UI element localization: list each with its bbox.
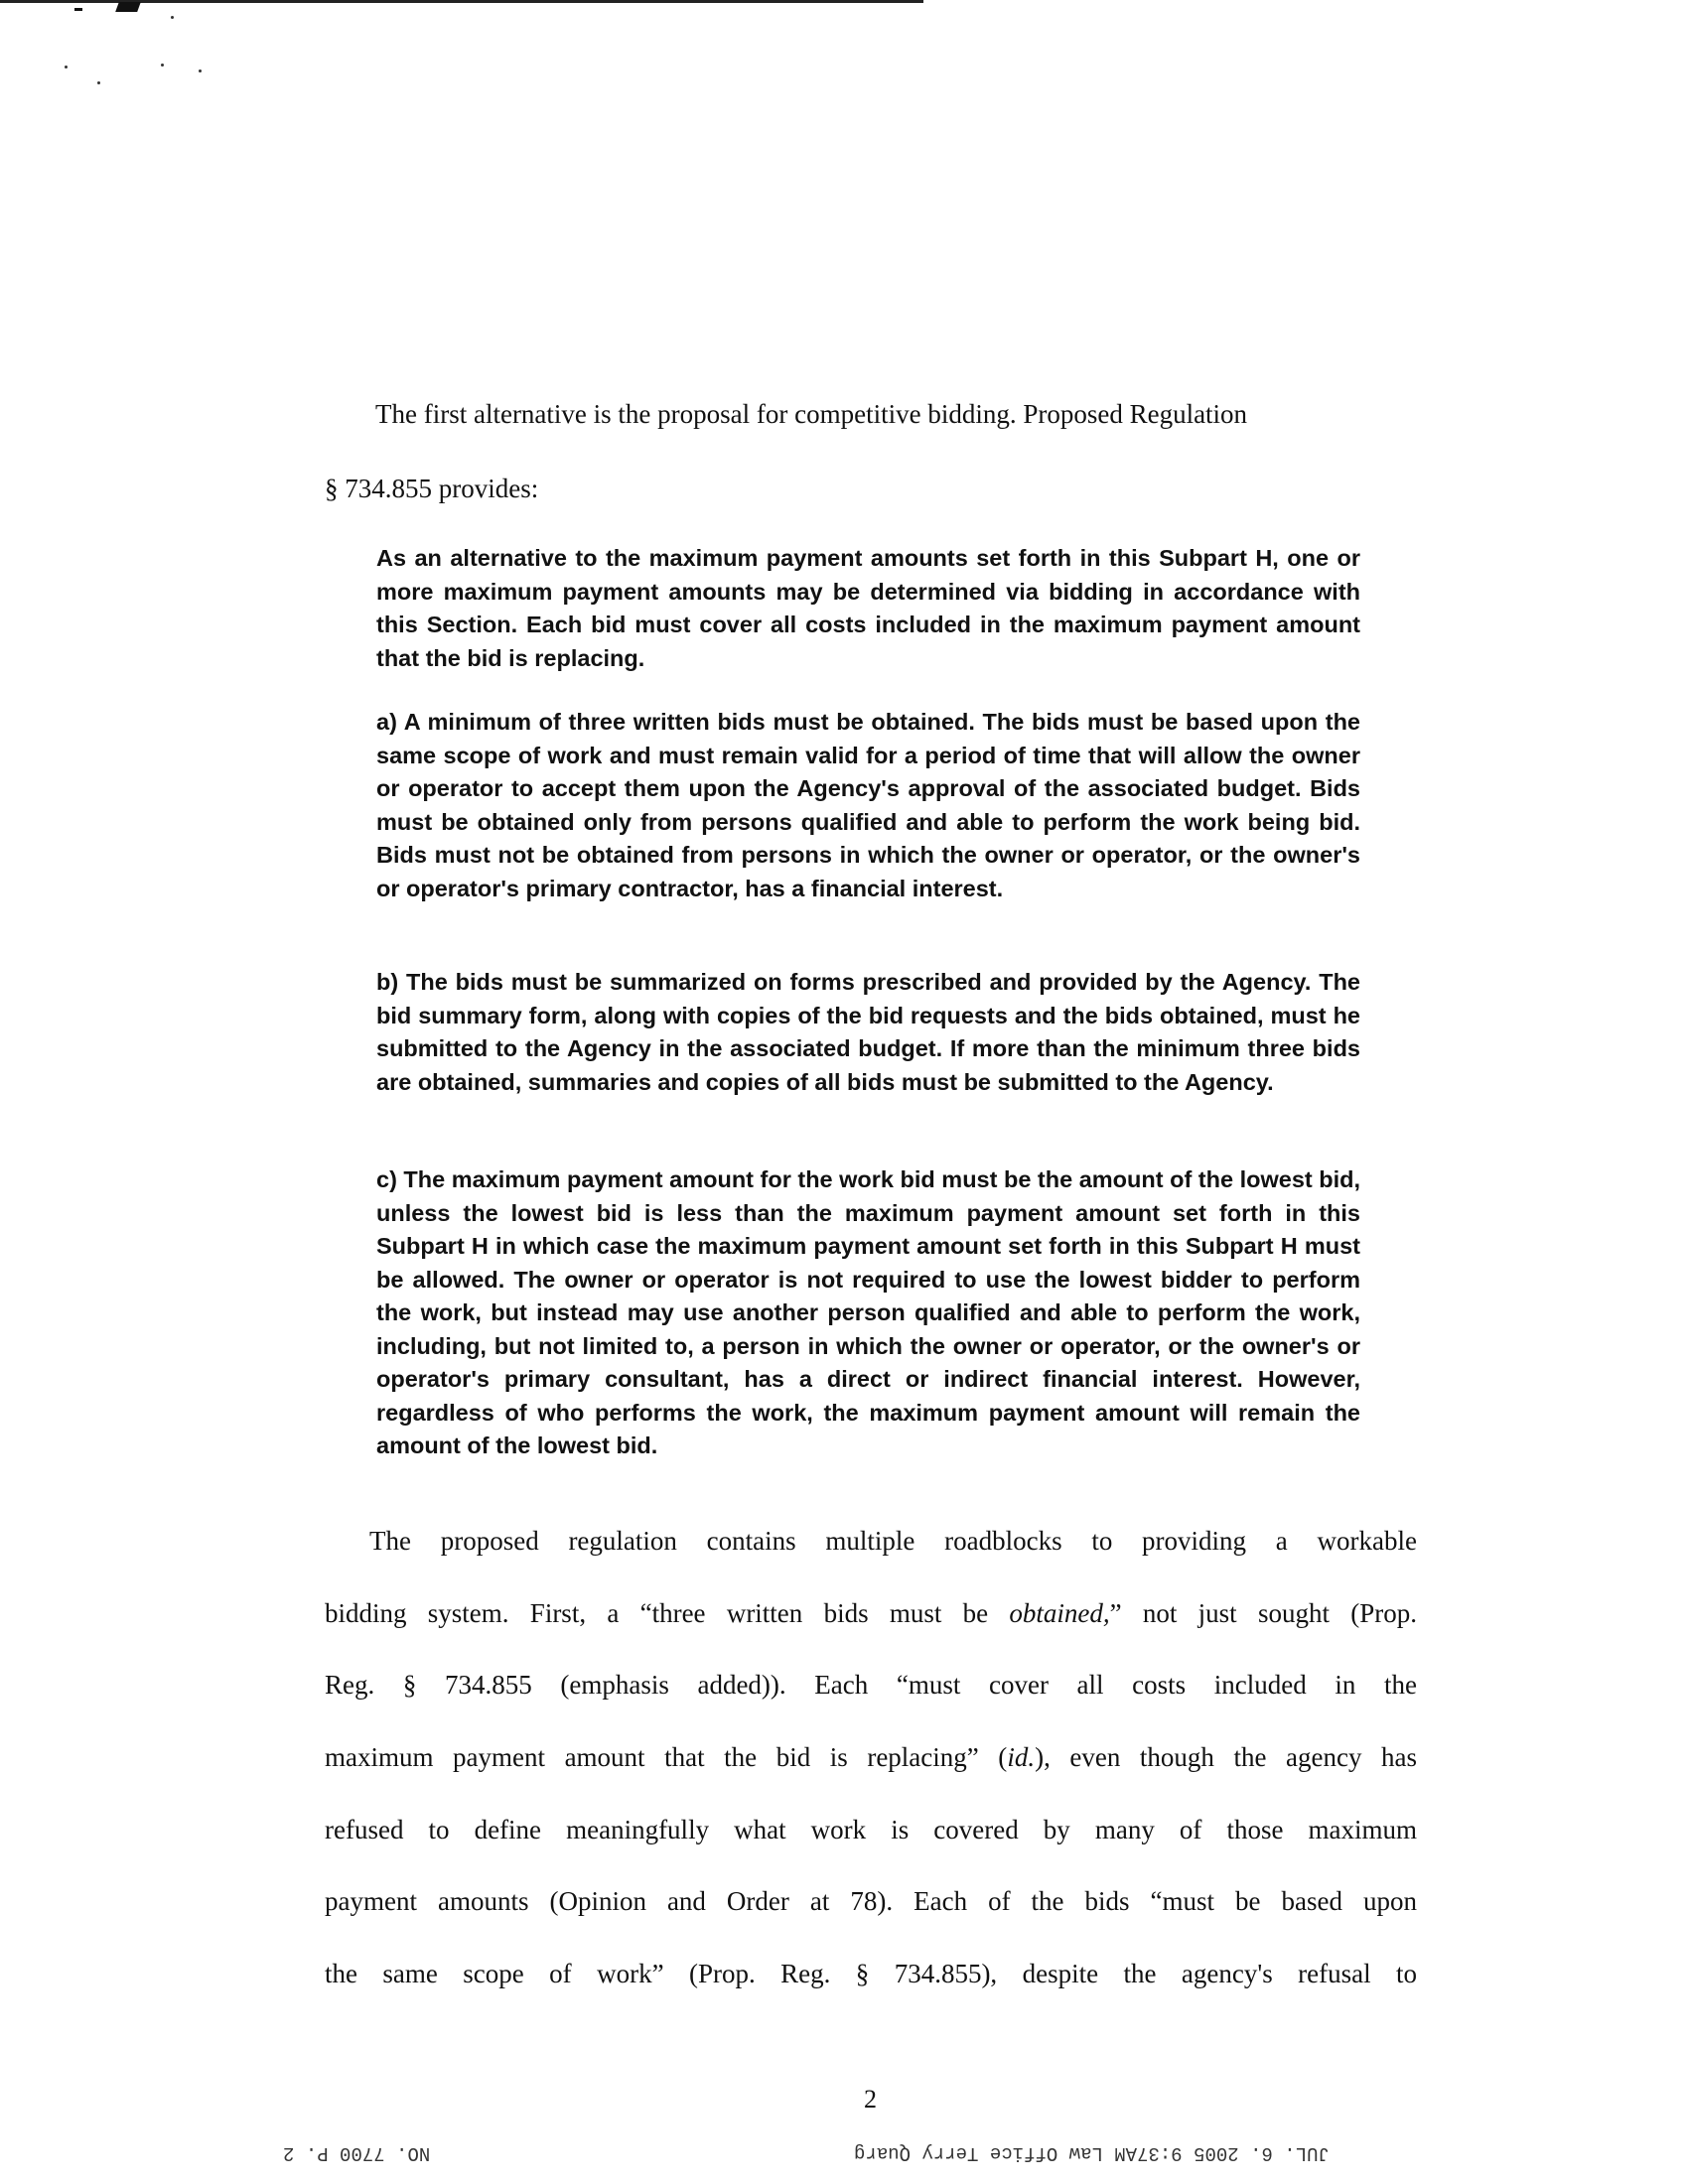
regulation-quote-item-b <box>376 966 1360 1099</box>
scan-artifact <box>161 64 164 67</box>
body-line <box>325 1598 1417 1629</box>
scan-artifact <box>171 16 174 19</box>
body-line: refused to define meaningfully what work is covered by many of those maximum <box>325 1815 1417 1844</box>
quote-paragraph: c) The maximum payment amount for the work bid must be the amount of the lowest bid, unless the lowest bid is less than the maximum payment amount set forth in this Subpart H in which case the maximum payment amount set forth in this Subpart H must be allowed. The owner or operator is not required to use the lowest bidder to perform the work, but instead may use another person qualified and able to perform the work, including, but not limited to, a person in which the owner or operator, or the owner's or operator's primary consultant, has a direct or indirect financial interest. However, regardless of who performs the work, the maximum payment amount will remain the amount of the lowest bid. <box>376 1166 1361 1458</box>
scan-artifact <box>97 81 100 84</box>
regulation-quote <box>376 542 1360 675</box>
intro-line: The first alternative is the proposal for competitive bidding. Proposed Regulation <box>375 399 1248 429</box>
page-number: 2 <box>864 2085 877 2114</box>
quote-paragraph: As an alternative to the maximum payment amounts set forth in this Subpart H, one or more maximum payment amounts may be determined via bidding in accordance with this Section. Each bid must cover all costs included in the maximum payment amount that the bid is replacing. <box>376 545 1360 671</box>
fax-header-page-number: NO. 7700 P. 2 <box>283 2142 431 2164</box>
intro-line-citation: § 734.855 provides: <box>325 474 539 503</box>
regulation-quote-item-c <box>376 1163 1360 1463</box>
body-text: ), even though the agency has <box>1035 1742 1417 1772</box>
scan-artifact <box>115 2 141 12</box>
scan-artifact <box>74 8 82 11</box>
body-line: The proposed regulation contains multiple roadblocks to providing a workable <box>369 1526 1417 1556</box>
body-text: maximum payment amount that the bid is replacing” ( <box>325 1742 1008 1772</box>
fax-header-sender: JUL. 6. 2005 9:37AM Law Office Terry Quarg <box>854 2142 1330 2164</box>
quote-paragraph: b) The bids must be summarized on forms prescribed and provided by the Agency. The bid summary form, along with copies of the bid requests and the bids obtained, must he submitted to the Agency in the associated budget. If more than the minimum three bids are obtained, summaries and copies of all bids must be submitted to the Agency. <box>376 969 1360 1095</box>
body-line: payment amounts (Opinion and Order at 78). Each of the bids “must be based upon <box>325 1886 1417 1916</box>
body-line <box>325 1742 1417 1773</box>
regulation-quote-item-a <box>376 706 1360 905</box>
emphasis-text: obtained, <box>1009 1598 1110 1628</box>
body-line: the same scope of work” (Prop. Reg. § 734.855), despite the agency's refusal to <box>325 1959 1417 1988</box>
body-text: bidding system. First, a “three written bids must be <box>325 1598 1010 1628</box>
scan-artifact <box>199 69 202 72</box>
emphasis-text: id. <box>1007 1742 1036 1772</box>
quote-paragraph: a) A minimum of three written bids must be obtained. The bids must be based upon the same scope of work and must remain valid for a period of time that will allow the owner or operator to accept them upon the Agency's approval of the associated budget. Bids must be obtained only from persons qualified and able to perform the work being bid. Bids must not be obtained from persons in which the owner or operator, or the owner's or operator's primary contractor, has a financial interest. <box>376 709 1360 901</box>
body-text: ” not just sought (Prop. <box>1109 1598 1417 1628</box>
scan-artifact <box>65 66 68 68</box>
body-line: Reg. § 734.855 (emphasis added)). Each “must cover all costs included in the <box>325 1670 1417 1700</box>
